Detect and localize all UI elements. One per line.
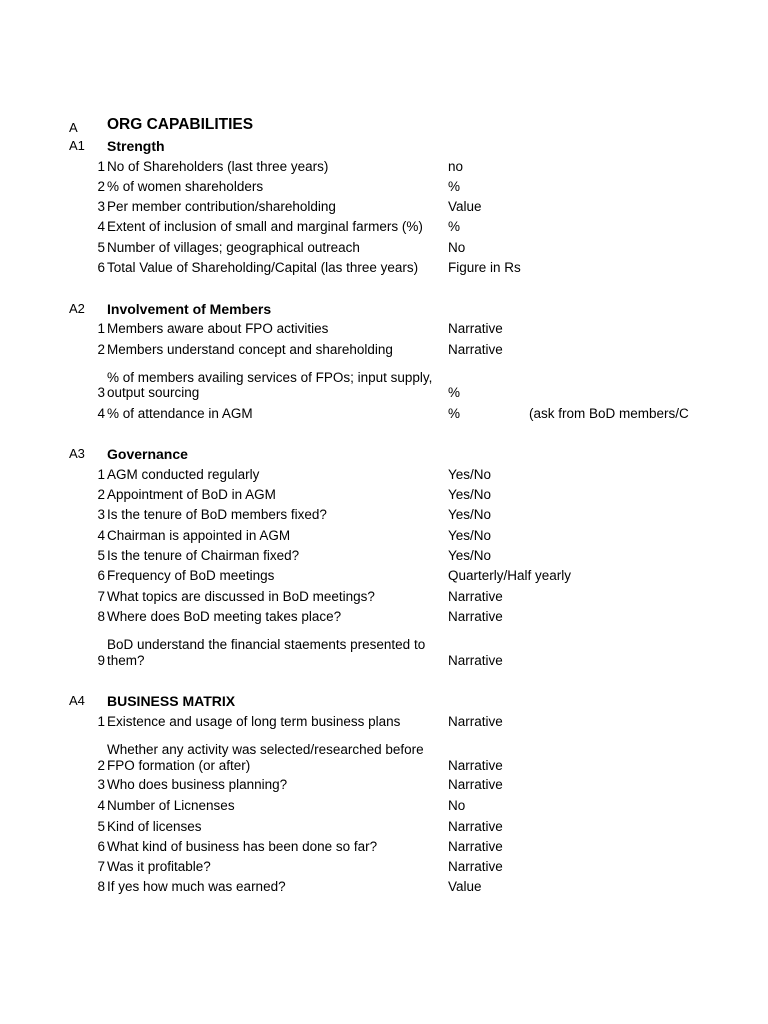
row-question: Chairman is appointed in AGM (107, 528, 291, 543)
row-number: 4 (97, 219, 105, 234)
row-answer: Narrative (448, 714, 503, 729)
row-question: Number of Licnenses (107, 798, 235, 813)
table-row (0, 467, 768, 485)
row-question: Was it profitable? (107, 859, 211, 874)
row-question: Appointment of BoD in AGM (107, 487, 276, 502)
row-answer: Yes/No (448, 507, 492, 522)
section-code: A1 (69, 138, 85, 153)
row-number: 1 (97, 159, 105, 174)
row-question: Kind of licenses (107, 819, 202, 834)
row-question: Is the tenure of Chairman fixed? (107, 548, 300, 563)
row-answer: Narrative (448, 321, 503, 336)
row-number: 3 (97, 199, 105, 214)
row-number: 7 (97, 589, 105, 604)
table-row (0, 240, 768, 258)
table-row (0, 798, 768, 816)
row-question: % of women shareholders (107, 179, 264, 194)
row-question: Is the tenure of BoD members fixed? (107, 507, 327, 522)
row-question: If yes how much was earned? (107, 879, 286, 894)
row-number: 8 (97, 879, 105, 894)
row-answer: Narrative (448, 653, 503, 668)
table-row (0, 819, 768, 837)
row-answer: Quarterly/Half yearly (448, 568, 572, 583)
row-number: 8 (97, 609, 105, 624)
row-answer: Narrative (448, 758, 503, 773)
section-title: Governance (107, 446, 188, 462)
row-question: Who does business planning? (107, 777, 288, 792)
table-row (0, 342, 768, 360)
table-row (0, 653, 768, 671)
row-question: Members aware about FPO activities (107, 321, 329, 336)
row-answer: Yes/No (448, 487, 492, 502)
section-title: ORG CAPABILITIES (107, 116, 254, 133)
row-answer: Value (448, 199, 482, 214)
table-row (0, 777, 768, 795)
row-question: Where does BoD meeting takes place? (107, 609, 342, 624)
row-answer: Figure in Rs (448, 260, 521, 275)
row-question: Existence and usage of long term business plans (107, 714, 401, 729)
row-question: output sourcing (107, 385, 200, 400)
row-answer: Yes/No (448, 548, 492, 563)
table-row (0, 406, 768, 424)
row-number: 4 (97, 798, 105, 813)
row-question: FPO formation (or after) (107, 758, 251, 773)
row-number: 1 (97, 467, 105, 482)
row-number: 2 (97, 758, 105, 773)
row-question-continued: Whether any activity was selected/researched before (107, 742, 424, 757)
table-row (0, 548, 768, 566)
table-row (0, 568, 768, 586)
section-title: Involvement of Members (107, 301, 272, 317)
row-number: 2 (97, 487, 105, 502)
row-answer: no (448, 159, 464, 174)
section-header-org-capabilities (0, 116, 768, 136)
row-answer: Value (448, 879, 482, 894)
row-number: 9 (97, 653, 105, 668)
row-number: 6 (97, 839, 105, 854)
row-number: 3 (97, 385, 105, 400)
row-answer: Narrative (448, 777, 503, 792)
section-header-governance (0, 446, 768, 466)
row-answer: Narrative (448, 839, 503, 854)
row-number: 4 (97, 528, 105, 543)
table-row (0, 321, 768, 339)
row-answer: Narrative (448, 819, 503, 834)
row-number: 5 (97, 548, 105, 563)
row-answer: Yes/No (448, 528, 492, 543)
section-code: A4 (69, 693, 85, 708)
row-answer: Narrative (448, 859, 503, 874)
row-answer: % (448, 385, 461, 400)
row-number: 2 (97, 342, 105, 357)
row-answer: Yes/No (448, 467, 492, 482)
section-header-business-matrix (0, 693, 768, 713)
table-row (0, 507, 768, 525)
row-question: % of attendance in AGM (107, 406, 253, 421)
table-row (0, 487, 768, 505)
row-number: 3 (97, 507, 105, 522)
row-number: 6 (97, 568, 105, 583)
row-question: What topics are discussed in BoD meetings? (107, 589, 375, 604)
row-answer: % (448, 219, 461, 234)
table-row (0, 179, 768, 197)
row-question: Per member contribution/shareholding (107, 199, 336, 214)
table-row (0, 589, 768, 607)
section-header-involvement-of-members (0, 301, 768, 321)
table-row (0, 219, 768, 237)
row-number: 2 (97, 179, 105, 194)
row-number: 4 (97, 406, 105, 421)
table-row (0, 385, 768, 403)
section-header-strength (0, 138, 768, 158)
section-code: A2 (69, 301, 85, 316)
table-row (0, 609, 768, 627)
table-row (0, 528, 768, 546)
row-answer: Narrative (448, 589, 503, 604)
section-code: A (69, 120, 78, 135)
table-row (0, 839, 768, 857)
table-row (0, 260, 768, 278)
table-row (0, 758, 768, 776)
row-number: 5 (97, 240, 105, 255)
section-code: A3 (69, 446, 85, 461)
table-row (0, 159, 768, 177)
row-question: Members understand concept and shareholding (107, 342, 393, 357)
row-answer: No (448, 240, 466, 255)
row-question: AGM conducted regularly (107, 467, 260, 482)
section-title: Strength (107, 138, 165, 154)
section-title: BUSINESS MATRIX (107, 693, 236, 709)
row-number: 1 (97, 321, 105, 336)
row-answer: % (448, 406, 461, 421)
row-question-continued: BoD understand the financial staements presented to (107, 637, 426, 652)
row-number: 3 (97, 777, 105, 792)
row-number: 6 (97, 260, 105, 275)
row-question: What kind of business has been done so far? (107, 839, 378, 854)
table-row (0, 714, 768, 732)
row-question: Number of villages; geographical outreach (107, 240, 360, 255)
row-question: Extent of inclusion of small and marginal farmers (%) (107, 219, 423, 234)
row-number: 5 (97, 819, 105, 834)
row-number: 1 (97, 714, 105, 729)
row-answer: % (448, 179, 461, 194)
table-row (0, 199, 768, 217)
row-answer: No (448, 798, 466, 813)
row-question: Total Value of Shareholding/Capital (las three years) (107, 260, 419, 275)
row-question: them? (107, 653, 145, 668)
row-answer: Narrative (448, 342, 503, 357)
row-answer: Narrative (448, 609, 503, 624)
row-number: 7 (97, 859, 105, 874)
table-row (0, 859, 768, 877)
row-question: Frequency of BoD meetings (107, 568, 275, 583)
row-question: No of Shareholders (last three years) (107, 159, 329, 174)
table-row (0, 879, 768, 897)
row-question-continued: % of members availing services of FPOs; input supply, (107, 370, 433, 385)
row-note: (ask from BoD members/C (529, 406, 689, 421)
